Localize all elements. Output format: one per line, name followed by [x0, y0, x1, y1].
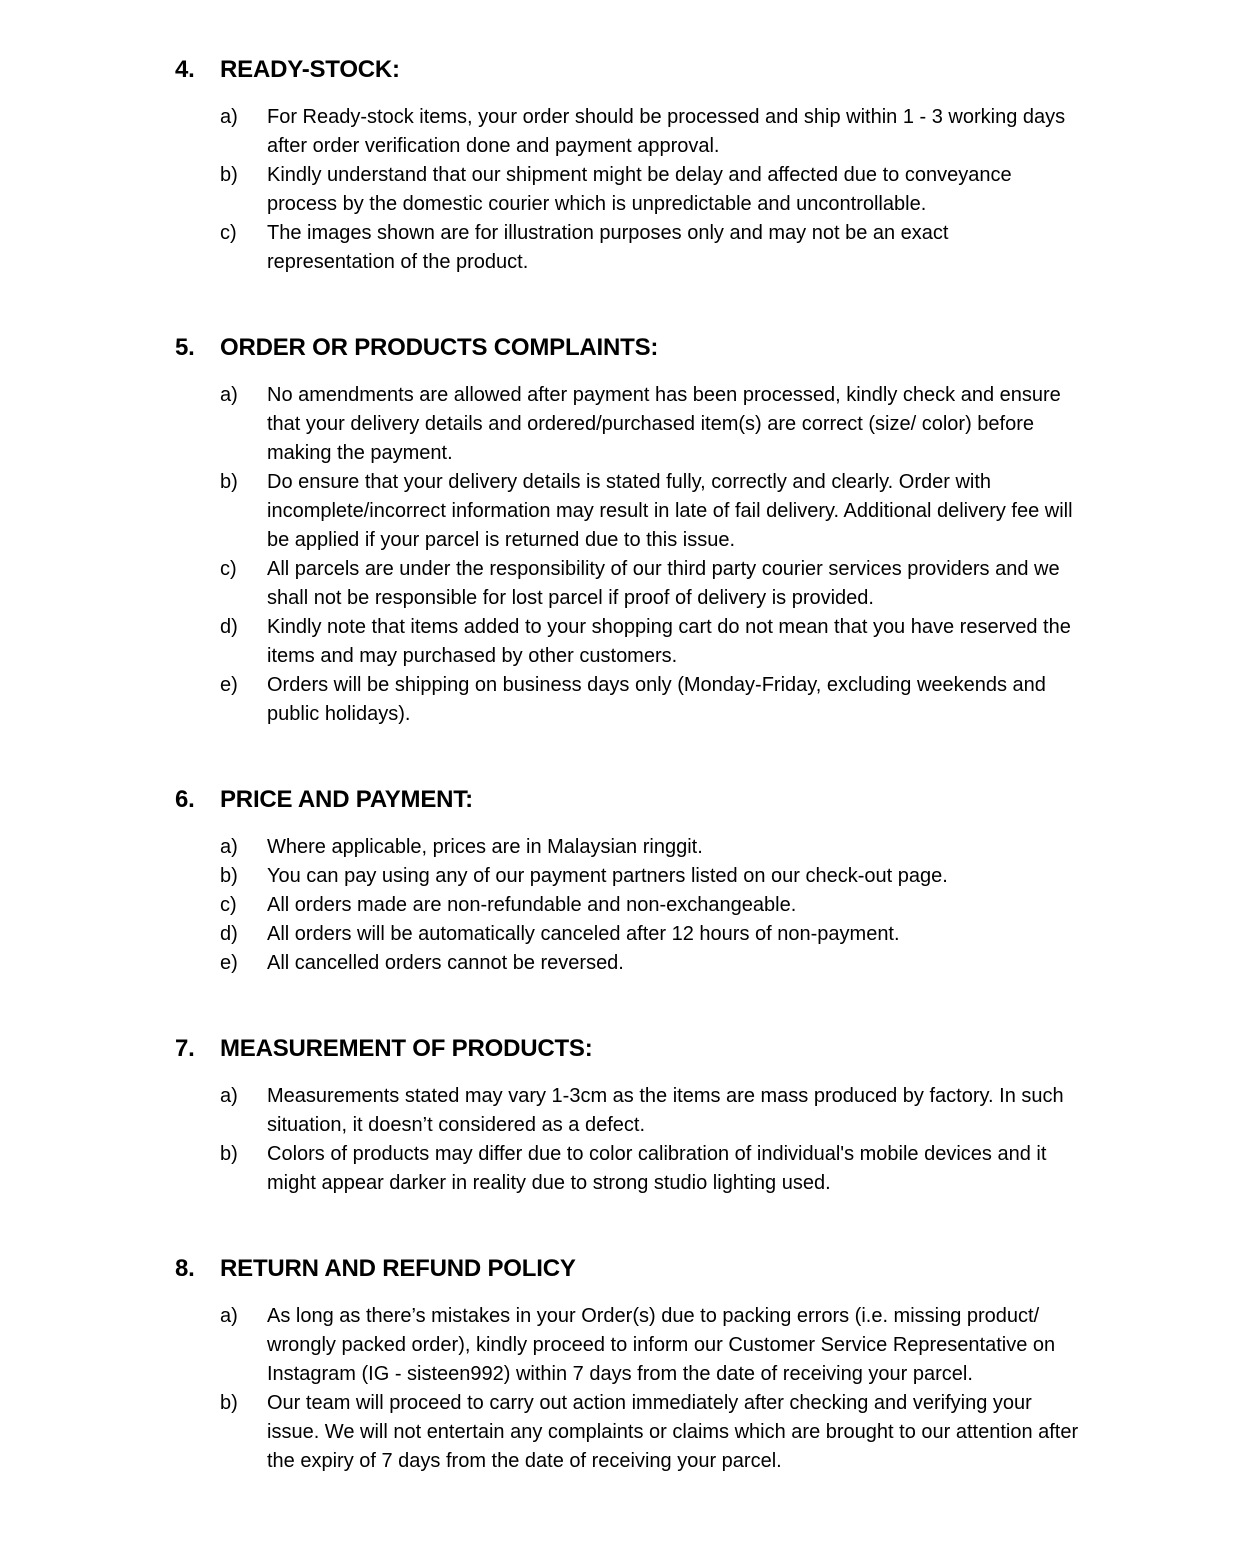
list-item [220, 891, 1243, 920]
section-heading [175, 1034, 1243, 1064]
policy-section [0, 1034, 1243, 1198]
list-item-text: No amendments are allowed after payment has been processed, kindly check and ensure that your delivery details and ordered/purchased item(s) are correct (size/ color) before making the payment. [267, 384, 1061, 464]
section-heading [175, 55, 1243, 85]
list-item [220, 555, 1243, 613]
list-item-letter: e) [220, 674, 238, 696]
list-item [220, 103, 1243, 161]
policy-section [0, 333, 1243, 729]
list-item-letter: e) [220, 952, 238, 974]
section-title: RETURN AND REFUND POLICY [220, 1255, 576, 1282]
section-number: 5. [175, 334, 195, 361]
list-item [220, 949, 1243, 978]
list-item-letter: c) [220, 894, 237, 916]
list-item-letter: d) [220, 923, 238, 945]
policy-section [0, 785, 1243, 978]
list-item-text: Colors of products may differ due to color calibration of individual's mobile devices and it might appear darker in reality due to strong studio lighting used. [267, 1143, 1047, 1194]
list-item-letter: b) [220, 865, 238, 887]
list-item [220, 161, 1243, 219]
list-item [220, 1082, 1243, 1140]
list-item-letter: c) [220, 558, 237, 580]
list-item-text: Orders will be shipping on business days only (Monday-Friday, excluding weekends and public holidays). [267, 674, 1046, 725]
section-number: 7. [175, 1035, 195, 1062]
list-item-letter: b) [220, 1143, 238, 1165]
list-item-text: Where applicable, prices are in Malaysian ringgit. [267, 836, 703, 858]
list-item-letter: b) [220, 1392, 238, 1414]
section-item-list [0, 1302, 1243, 1476]
list-item-text: The images shown are for illustration purposes only and may not be an exact representation of the product. [267, 222, 949, 273]
list-item-letter: b) [220, 471, 238, 493]
section-title: READY-STOCK: [220, 56, 400, 83]
list-item [220, 1389, 1243, 1476]
section-title: ORDER OR PRODUCTS COMPLAINTS: [220, 334, 659, 361]
list-item-text: For Ready-stock items, your order should be processed and ship within 1 - 3 working days after order verification done and payment approval. [267, 106, 1066, 157]
list-item-text: Kindly understand that our shipment might be delay and affected due to conveyance process by the domestic courier which is unpredictable and uncontrollable. [267, 164, 1012, 215]
list-item-text: Measurements stated may vary 1-3cm as the items are mass produced by factory. In such situation, it doesn’t considered as a defect. [267, 1085, 1064, 1136]
list-item-text: As long as there’s mistakes in your Order(s) due to packing errors (i.e. missing product/ wrongly packed order), kindly proceed to inform our Customer Service Representative on Instagram (IG - sisteen992) within 7 days from the date of receiving your parcel. [267, 1305, 1056, 1385]
list-item [220, 671, 1243, 729]
list-item-text: All parcels are under the responsibility of our third party courier services providers and we shall not be responsible for lost parcel if proof of delivery is provided. [267, 558, 1060, 609]
section-number: 4. [175, 56, 195, 83]
list-item [220, 862, 1243, 891]
list-item [220, 381, 1243, 468]
section-number: 6. [175, 786, 195, 813]
list-item-letter: d) [220, 616, 238, 638]
list-item [220, 1302, 1243, 1389]
list-item-letter: a) [220, 1085, 238, 1107]
list-item-text: You can pay using any of our payment partners listed on our check-out page. [267, 865, 948, 887]
policy-section [0, 1254, 1243, 1476]
list-item-text: Our team will proceed to carry out action immediately after checking and verifying your issue. We will not entertain any complaints or claims which are brought to our attention after the expiry of 7 days from the date of receiving your parcel. [267, 1392, 1079, 1472]
list-item-letter: c) [220, 222, 237, 244]
section-heading [175, 1254, 1243, 1284]
section-title: PRICE AND PAYMENT: [220, 786, 473, 813]
list-item-text: Do ensure that your delivery details is stated fully, correctly and clearly. Order with incomplete/incorrect information may result in late of fail delivery. Additional delivery fee will be applied if your parcel is returned due to this issue. [267, 471, 1073, 551]
section-item-list [0, 381, 1243, 729]
list-item-text: All cancelled orders cannot be reversed. [267, 952, 624, 974]
list-item-letter: a) [220, 836, 238, 858]
list-item [220, 1140, 1243, 1198]
policy-section [0, 55, 1243, 277]
list-item-text: All orders will be automatically canceled after 12 hours of non-payment. [267, 923, 900, 945]
list-item [220, 833, 1243, 862]
section-item-list [0, 1082, 1243, 1198]
section-heading [175, 785, 1243, 815]
list-item-text: Kindly note that items added to your shopping cart do not mean that you have reserved the items and may purchased by other customers. [267, 616, 1071, 667]
list-item-letter: a) [220, 1305, 238, 1327]
section-number: 8. [175, 1255, 195, 1282]
section-heading [175, 333, 1243, 363]
list-item-letter: b) [220, 164, 238, 186]
section-title: MEASUREMENT OF PRODUCTS: [220, 1035, 593, 1062]
list-item [220, 920, 1243, 949]
section-item-list [0, 103, 1243, 277]
list-item [220, 468, 1243, 555]
section-item-list [0, 833, 1243, 978]
list-item [220, 613, 1243, 671]
list-item-letter: a) [220, 106, 238, 128]
list-item [220, 219, 1243, 277]
list-item-letter: a) [220, 384, 238, 406]
list-item-text: All orders made are non-refundable and non-exchangeable. [267, 894, 797, 916]
